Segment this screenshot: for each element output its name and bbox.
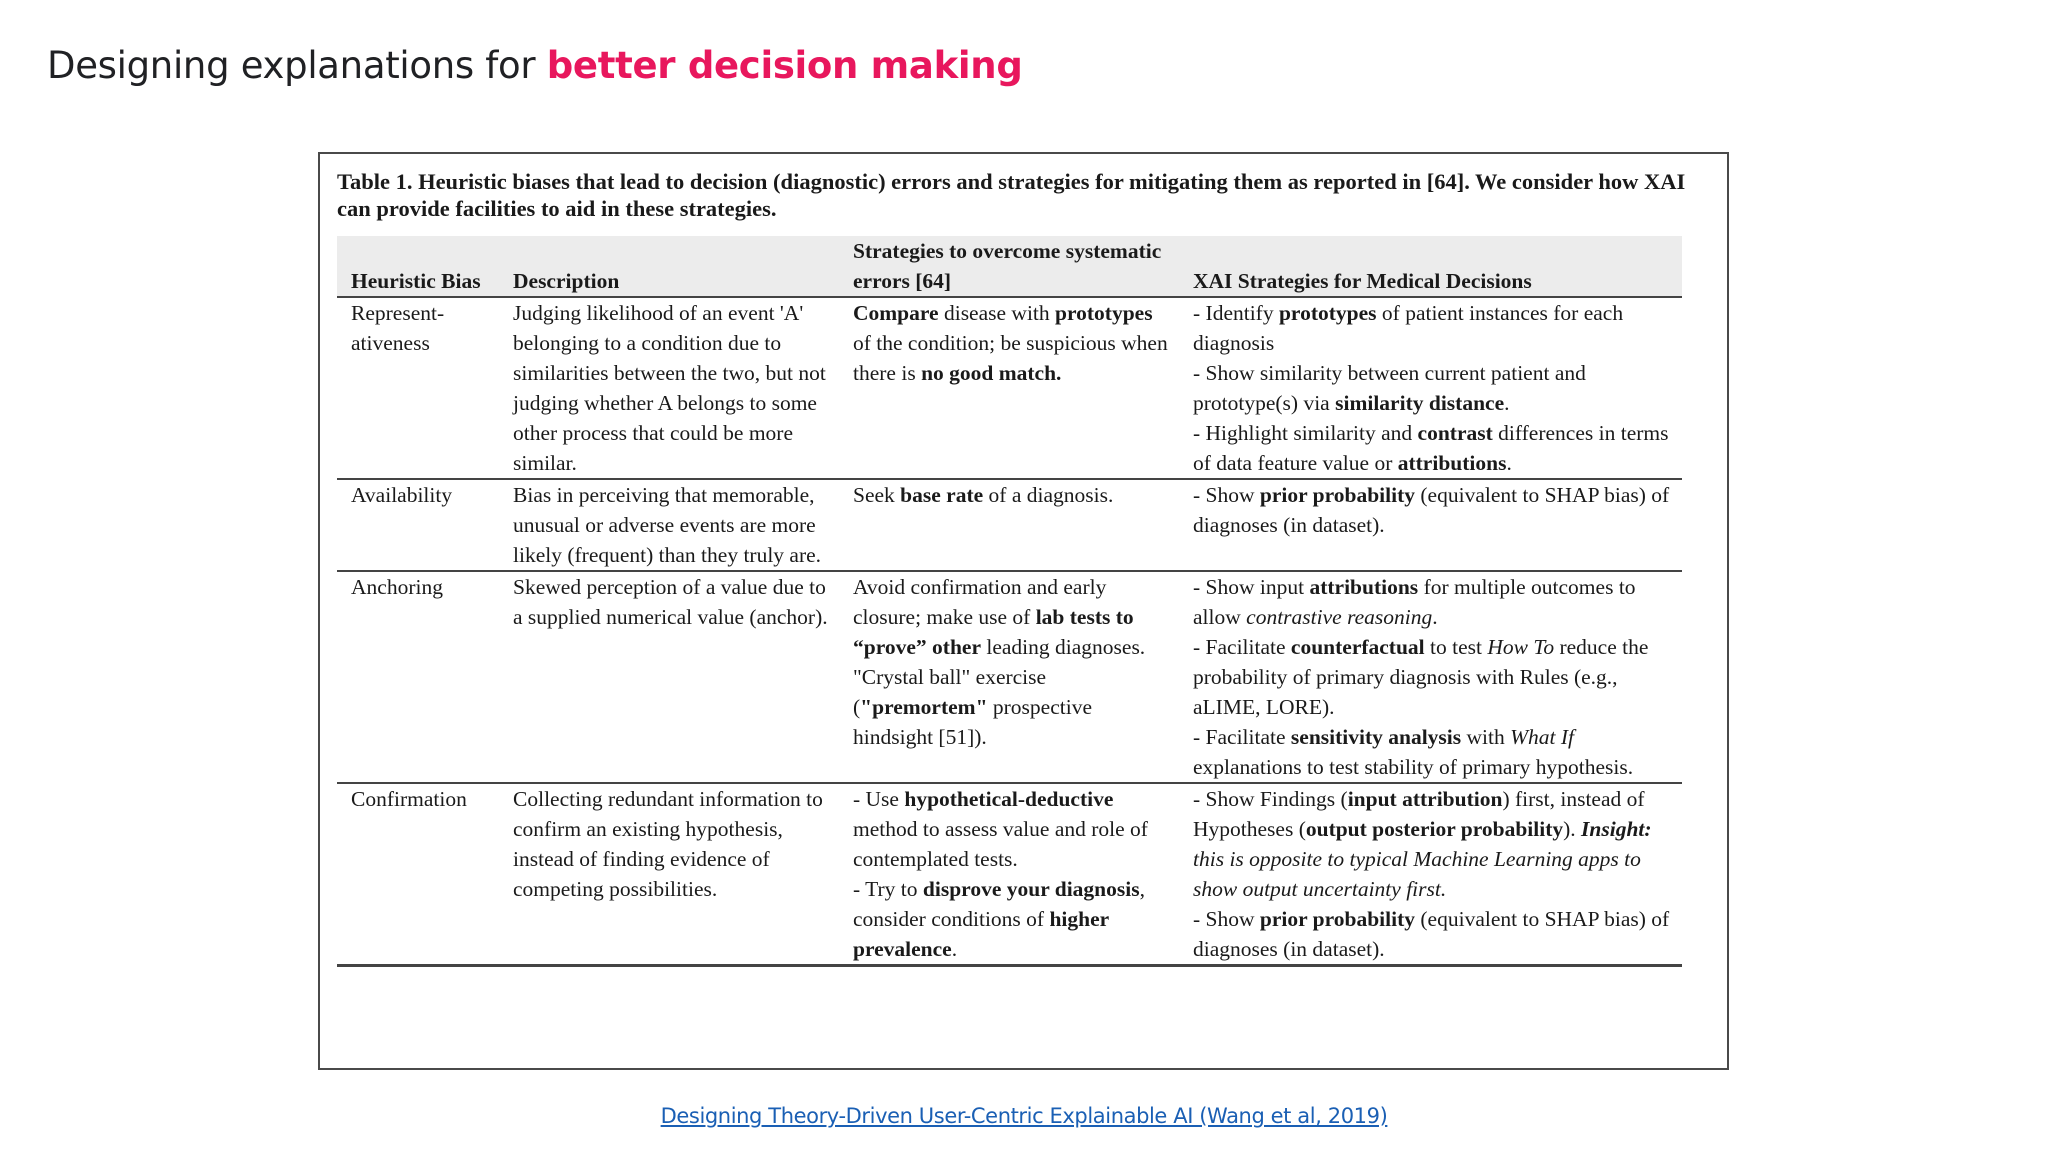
rich-text-run: prior probability [1259, 907, 1416, 931]
rich-text-run: . [1432, 605, 1438, 629]
rich-text-run: counterfactual [1290, 635, 1425, 659]
rich-text-run: - Show Findings ( [1193, 787, 1348, 811]
rich-text-run: of a diagnosis. [983, 483, 1114, 507]
cell-strategies [839, 479, 1179, 571]
cell-description: Bias in perceiving that memorable, unusual or adverse events are more likely (frequent) than they truly are. [513, 483, 822, 567]
table-row [337, 479, 1682, 571]
table-header-row [337, 236, 1682, 297]
header-strategies: Strategies to overcome systematic errors [64] [853, 239, 1162, 293]
cell-strategies [839, 783, 1179, 966]
header-heuristic-bias: Heuristic Bias [351, 269, 481, 293]
cell-heuristic-bias: Confirmation [351, 787, 467, 811]
rich-text-run: - Facilitate [1193, 635, 1291, 659]
header-description: Description [513, 269, 620, 293]
rich-text-run: - Show [1193, 907, 1260, 931]
rich-text-run: to test [1424, 635, 1488, 659]
rich-text-run: lab tests to “prove” other [853, 605, 1134, 659]
rich-text-run: prior probability [1259, 483, 1416, 507]
cell-description: Judging likelihood of an event 'A' belonging to a condition due to similarities between the two, but not judging whether A belongs to some other process that could be more similar. [513, 301, 826, 475]
xai-strategy-item [1193, 632, 1676, 722]
rich-text-run: differences in terms of data feature value or [1193, 421, 1669, 475]
rich-text-run: Avoid confirmation and early closure; make use of [853, 575, 1107, 629]
rich-text-run: input attribution [1347, 787, 1503, 811]
rich-text-run: attributions [1397, 451, 1507, 475]
rich-text-run: contrastive reasoning [1246, 605, 1433, 629]
rich-text-run: ). [1563, 817, 1582, 841]
rich-text-run: Seek [853, 483, 901, 507]
rich-text-run: . [951, 937, 958, 961]
slide-title [47, 44, 1023, 87]
cell-description: Skewed perception of a value due to a supplied numerical value (anchor). [513, 575, 828, 629]
rich-text-run: Compare [853, 301, 939, 325]
xai-strategy-item [1193, 298, 1676, 358]
rich-text-run: - Try to [853, 877, 923, 901]
rich-text-run: base rate [900, 483, 984, 507]
table-caption: Table 1. Heuristic biases that lead to decision (diagnostic) errors and strategies for mitigating them as reported in [64]. We consider how XAI can provide facilities to aid in these strategies. [337, 169, 1686, 221]
xai-strategy-item [1193, 904, 1676, 964]
rich-text-run: - Use [853, 787, 905, 811]
rich-text-run: of patient instances for each diagnosis [1193, 301, 1624, 355]
rich-text-run: - Show input [1193, 575, 1310, 599]
rich-text-run: What If [1510, 725, 1575, 749]
cell-xai-strategies [1179, 297, 1682, 479]
rich-text-run: How To [1487, 635, 1555, 659]
rich-text-run: sensitivity analysis [1290, 725, 1462, 749]
cell-heuristic-bias: Represent- ativeness [351, 301, 445, 355]
cell-heuristic-bias: Availability [351, 483, 453, 507]
rich-text-run: . [1506, 451, 1512, 475]
rich-text-run: "Crystal ball" exercise ( [853, 665, 1047, 719]
rich-text-run: , consider conditions of [853, 877, 1145, 931]
rich-text-run: (equivalent to SHAP bias) of diagnoses (in dataset). [1193, 483, 1670, 537]
rich-text-run: prospective hindsight [51]). [853, 695, 1092, 749]
xai-strategy-item [1193, 358, 1676, 418]
rich-text-run: no good match. [921, 361, 1062, 385]
cell-strategies [839, 297, 1179, 479]
xai-strategy-item [1193, 572, 1676, 632]
cell-strategies [839, 571, 1179, 783]
rich-text-run: Insight: [1581, 817, 1652, 841]
rich-text-run: - Highlight similarity and [1193, 421, 1418, 445]
title-accent: better decision making [546, 44, 1023, 87]
rich-text-run: prototypes [1278, 301, 1377, 325]
rich-text-run: contrast [1417, 421, 1493, 445]
rich-text-run: - Show [1193, 483, 1260, 507]
rich-text-run: reduce the probability of primary diagnosis with Rules (e.g., aLIME, LORE). [1193, 635, 1649, 719]
rich-text-run: attributions [1309, 575, 1419, 599]
rich-text-run: . [1504, 391, 1510, 415]
rich-text-run: for multiple outcomes to allow [1193, 575, 1636, 629]
rich-text-run: - Show similarity between current patient and prototype(s) via [1193, 361, 1586, 415]
table-row [337, 297, 1682, 479]
rich-text-run: hypothetical-deductive [904, 787, 1114, 811]
source-citation-link[interactable]: Designing Theory-Driven User-Centric Explainable AI (Wang et al, 2019) [660, 1104, 1388, 1128]
rich-text-run: (equivalent to SHAP bias) of diagnoses (in dataset). [1193, 907, 1670, 961]
rich-text-run: - Identify [1193, 301, 1279, 325]
table-row [337, 571, 1682, 783]
rich-text-run: disprove your diagnosis [922, 877, 1140, 901]
table-row [337, 783, 1682, 966]
rich-text-run: ) first, instead of Hypotheses ( [1193, 787, 1645, 841]
rich-text-run: method to assess value and role of contemplated tests. [853, 817, 1148, 871]
table-figure [318, 152, 1729, 1070]
rich-text-run: output posterior probability [1305, 817, 1564, 841]
xai-strategy-item [1193, 418, 1676, 478]
header-xai-strategies: XAI Strategies for Medical Decisions [1193, 269, 1532, 293]
rich-text-run: "premortem" [860, 695, 988, 719]
cell-xai-strategies [1179, 479, 1682, 571]
rich-text-run: of the condition; be suspicious when there is [853, 331, 1168, 385]
rich-text-run: - Facilitate [1193, 725, 1291, 749]
rich-text-run: disease with [938, 301, 1056, 325]
title-prefix: Designing explanations for [47, 44, 547, 87]
rich-text-run: with [1461, 725, 1511, 749]
rich-text-run: this is opposite to typical Machine Learning apps to show output uncertainty first. [1193, 847, 1641, 901]
xai-strategy-item [1193, 784, 1676, 904]
rich-text-run: leading diagnoses. [980, 635, 1146, 659]
xai-strategy-item [1193, 480, 1676, 540]
xai-strategy-item [1193, 722, 1676, 782]
cell-heuristic-bias: Anchoring [351, 575, 443, 599]
rich-text-run: prototypes [1055, 301, 1153, 325]
rich-text-run: similarity distance [1335, 391, 1505, 415]
rich-text-run: higher prevalence [853, 907, 1109, 961]
cell-xai-strategies [1179, 783, 1682, 966]
cell-xai-strategies [1179, 571, 1682, 783]
heuristic-bias-table [337, 236, 1682, 967]
cell-description: Collecting redundant information to confirm an existing hypothesis, instead of finding evidence of competing possibilities. [513, 787, 823, 901]
rich-text-run: explanations to test stability of primary hypothesis. [1193, 755, 1634, 779]
